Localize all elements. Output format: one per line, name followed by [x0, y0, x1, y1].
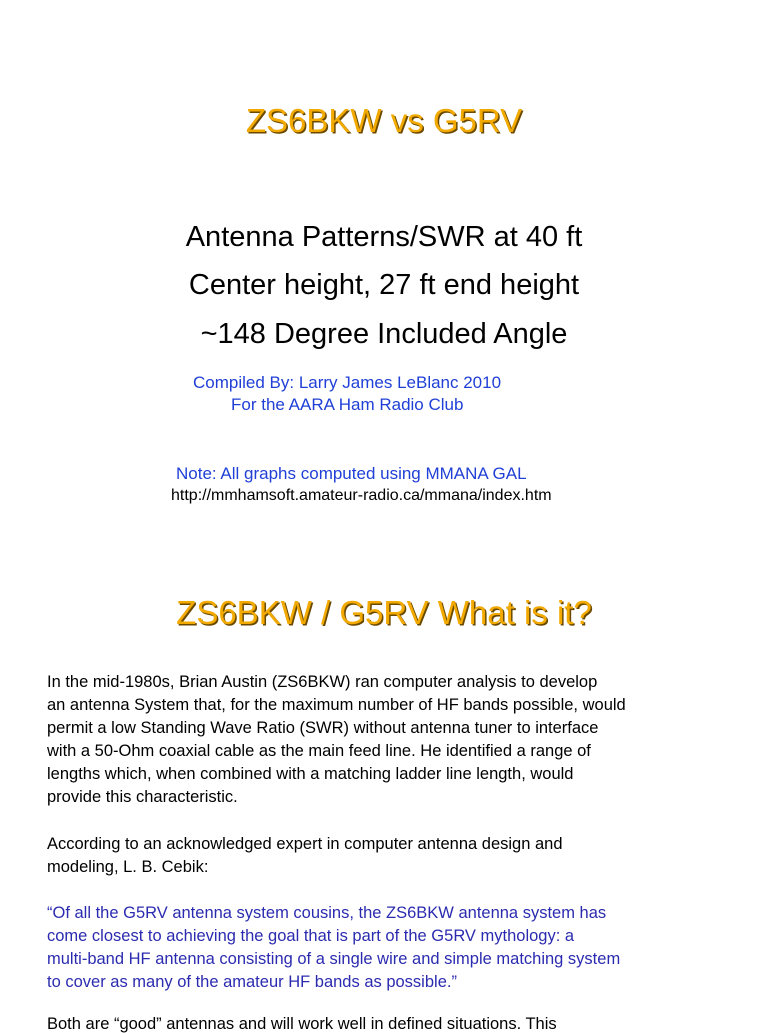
paragraph1-line: lengths which, when combined with a matching ladder line length, would [47, 765, 574, 783]
paragraph2-line: modeling, L. B. Cebik: [47, 858, 209, 876]
slide1-subtitle-line-1: Antenna Patterns/SWR at 40 ft [185, 221, 583, 253]
slide1-subtitle-line-2: Center height, 27 ft end height [188, 269, 580, 301]
slide1-title: ZS6BKW vs G5RV [245, 102, 523, 139]
mmana-url: http://mmhamsoft.amateur-radio.ca/mmana/index.htm [171, 487, 552, 504]
mmana-note: Note: All graphs computed using MMANA GAL [176, 464, 527, 483]
paragraph1-line: In the mid-1980s, Brian Austin (ZS6BKW) ran computer analysis to develop [47, 673, 598, 691]
slide2-title: ZS6BKW / G5RV What is it? [176, 594, 592, 631]
cutoff-paragraph-line: Both are “good” antennas and will work well in defined situations. This [47, 1015, 557, 1033]
paragraph1-line: an antenna System that, for the maximum number of HF bands possible, would [47, 696, 626, 714]
paragraph2-line: According to an acknowledged expert in computer antenna design and [47, 835, 563, 853]
paragraph1-line: with a 50-Ohm coaxial cable as the main feed line. He identified a range of [47, 742, 591, 760]
cebik-quote-line: multi-band HF antenna consisting of a single wire and simple matching system [47, 950, 621, 968]
compiled-by-credit: Compiled By: Larry James LeBlanc 2010 [193, 373, 502, 392]
club-credit: For the AARA Ham Radio Club [231, 395, 464, 414]
paragraph1-line: permit a low Standing Wave Ratio (SWR) without antenna tuner to interface [47, 719, 599, 737]
slide1-subtitle-line-3: ~148 Degree Included Angle [200, 318, 568, 350]
cebik-quote-line: “Of all the G5RV antenna system cousins, the ZS6BKW antenna system has [47, 904, 607, 922]
cebik-quote-line: to cover as many of the amateur HF bands as possible.” [47, 973, 457, 991]
paragraph1-line: provide this characteristic. [47, 788, 238, 806]
cebik-quote-line: come closest to achieving the goal that is part of the G5RV mythology: a [47, 927, 575, 945]
